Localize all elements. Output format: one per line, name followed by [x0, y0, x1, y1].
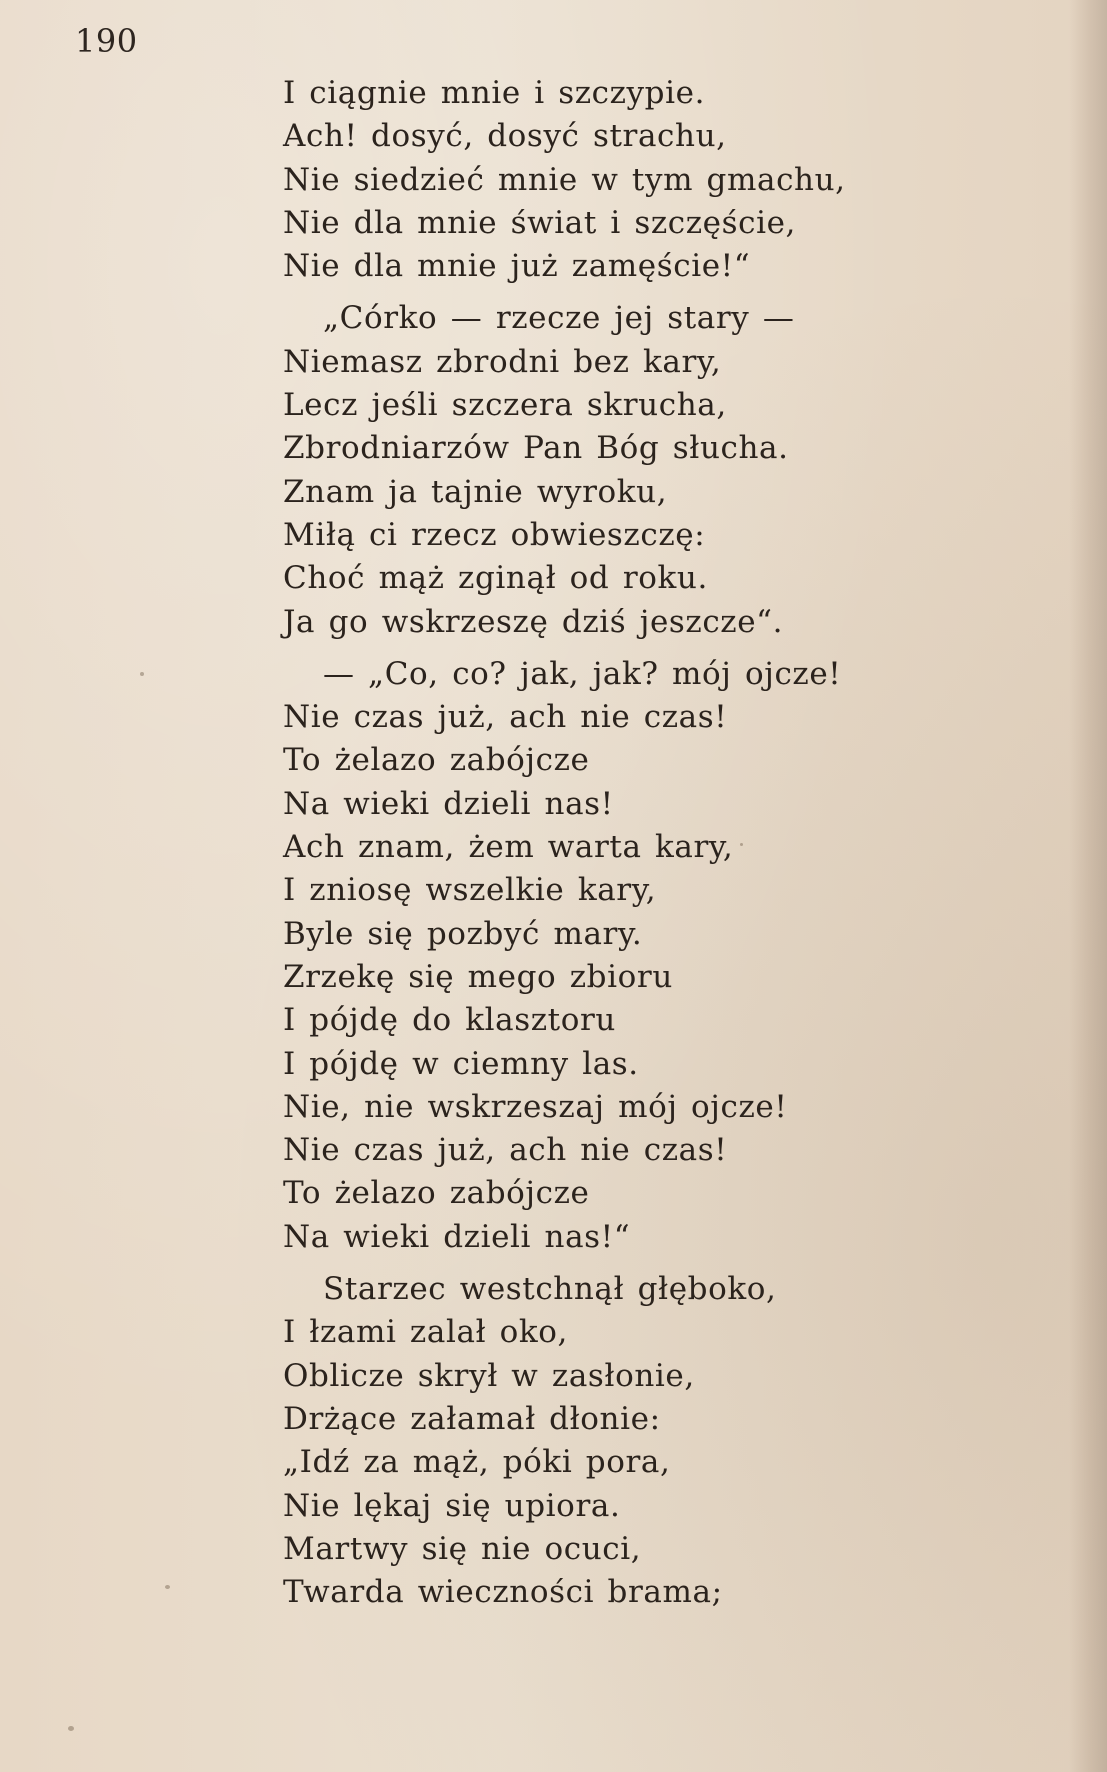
poem-line: Znam ja tajnie wyroku,	[283, 473, 668, 510]
page-number: 190	[75, 22, 138, 60]
poem-line: Na wieki dzieli nas!“	[283, 1218, 631, 1255]
poem-line: Choć mąż zginął od roku.	[283, 560, 708, 597]
poem-line: I ciągnie mnie i szczypie.	[283, 75, 706, 111]
poem-line: Starzec westchnął głęboko,	[323, 1271, 777, 1308]
poem-line: I zniosę wszelkie kary,	[283, 872, 657, 909]
paper-speck	[140, 672, 144, 676]
poem-line: Miłą ci rzecz obwieszczę:	[283, 516, 706, 553]
poem-line: Oblicze skrył w zasłonie,	[283, 1357, 695, 1394]
poem-line: Drżące załamał dłonie:	[283, 1400, 661, 1437]
poem-line: To żelazo zabójcze	[283, 1175, 590, 1212]
paper-speck	[740, 843, 743, 846]
poem-line: Ach znam, żem warta kary,	[283, 829, 734, 866]
stanza-2	[283, 297, 1043, 643]
poem-line: Lecz jeśli szczera skrucha,	[283, 387, 727, 424]
poem-line: To żelazo zabójcze	[283, 742, 590, 779]
poem-line: „Idź za mąż, póki pora,	[283, 1444, 671, 1481]
poem-line: Nie dla mnie już zamęście!“	[283, 248, 751, 285]
poem-text	[283, 72, 1043, 1614]
poem-line: Nie lękaj się upiora.	[283, 1487, 621, 1524]
page-edge-shadow	[1069, 0, 1107, 1772]
poem-line: Nie dla mnie świat i szczęście,	[283, 204, 796, 241]
poem-line: Nie czas już, ach nie czas!	[283, 699, 728, 736]
poem-line: Nie czas już, ach nie czas!	[283, 1132, 728, 1169]
poem-line: Twarda wieczności brama;	[283, 1574, 723, 1611]
poem-line: „Córko — rzecze jej stary —	[323, 300, 795, 337]
poem-line: Byle się pozbyć mary.	[283, 915, 643, 952]
poem-line: — „Co, co? jak, jak? mój ojcze!	[323, 655, 842, 692]
paper-speck	[165, 1585, 170, 1589]
poem-line: I pójdę do klasztoru	[283, 1002, 616, 1039]
poem-line: Niemasz zbrodni bez kary,	[283, 343, 722, 380]
stanza-1	[283, 72, 1043, 288]
poem-line: Na wieki dzieli nas!	[283, 785, 614, 822]
poem-line: I pójdę w ciemny las.	[283, 1045, 639, 1082]
stanza-4	[283, 1268, 1043, 1614]
poem-line: Martwy się nie ocuci,	[283, 1530, 642, 1567]
poem-line: Zrzekę się mego zbioru	[283, 958, 673, 995]
poem-line: Ja go wskrzeszę dziś jeszcze“.	[283, 603, 784, 640]
paper-speck	[68, 1726, 74, 1731]
poem-line: Ach! dosyć, dosyć strachu,	[283, 118, 727, 155]
poem-line: I łzami zalał oko,	[283, 1314, 569, 1351]
poem-line: Nie, nie wskrzeszaj mój ojcze!	[283, 1088, 788, 1125]
stanza-3	[283, 653, 1043, 1259]
poem-line: Zbrodniarzów Pan Bóg słucha.	[283, 430, 789, 467]
poem-line: Nie siedzieć mnie w tym gmachu,	[283, 161, 846, 198]
